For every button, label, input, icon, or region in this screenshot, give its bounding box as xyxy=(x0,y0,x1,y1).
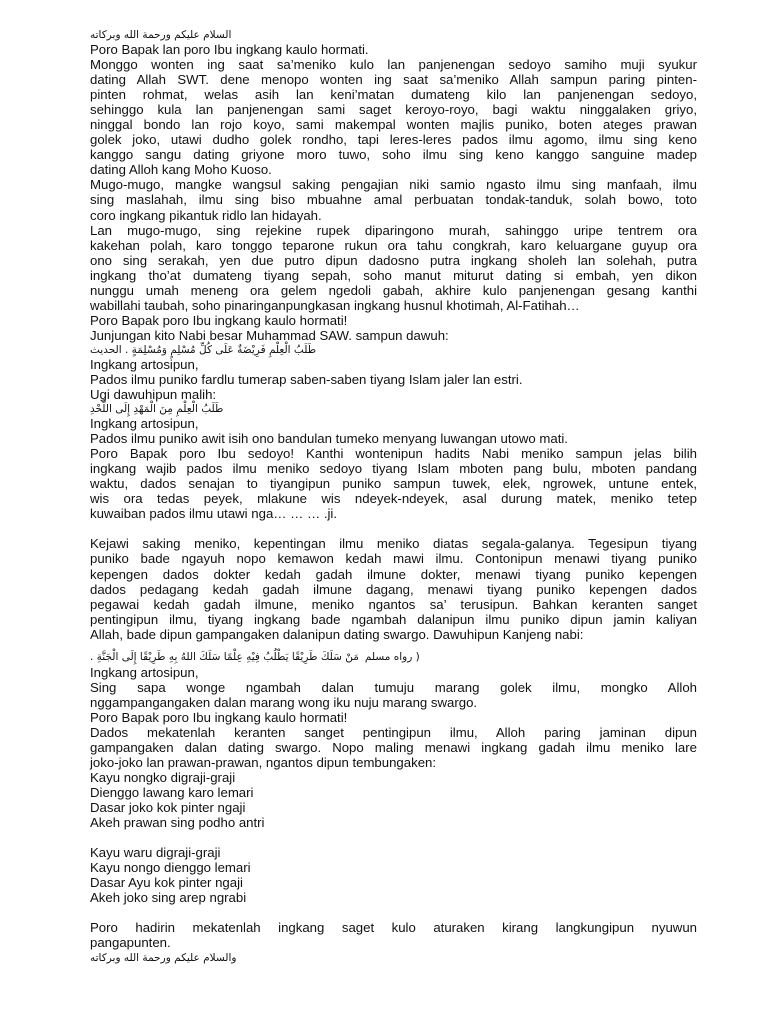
blank-line xyxy=(90,642,697,650)
speech-document xyxy=(90,28,697,965)
hadith-arabic-1: طَلَبُ الْعِلْمِ فَرِيْضَةٌ عَلَى كُلِّ مُسْلِمٍ وَمُسْلِمَةٍ . الحديث xyxy=(90,343,317,356)
text-line: wis ora tedas peyek, mlakune wis ndeyek-ndeyek, asal durung matek, meniko tetep xyxy=(90,491,697,507)
text-line: waktu, dados senajan to tiyangipun puniko sampun tuwek, elek, ngrowek, untune entek, xyxy=(90,476,697,492)
text-line: joko-joko lan prawan-prawan, ngantos dipun tembungaken: xyxy=(90,755,437,771)
text-line: Pados ilmu puniko awit isih ono bandulan tumeko menyang luwangan utowo mati. xyxy=(90,431,568,447)
poem-line: Kayu nongo dienggo lemari xyxy=(90,860,251,876)
poem-line: Akeh prawan sing podho antri xyxy=(90,815,265,831)
text-line: gampangaken dalan dating swargo. Nopo maling menawi ingkang gadah ilmu meniko lare xyxy=(90,739,697,755)
text-line: dating Allah SWT. dene menopo wonten ing saat sa’meniko Allah sampun paring pinten- xyxy=(90,72,697,88)
text-line: pegawai kedah gadah ilmune, meniko ngantos sa’ terusipun. Bahkan keranten sanget xyxy=(90,596,697,612)
text-line: nunggu umah meneng ora gelem ngedoli gabah, akhire kulo panjenengan gesang kanthi xyxy=(90,282,697,298)
text-line: pinten rohmat, welas asih lan keni’matan dumateng kilo lan panjenengan sedoyo, xyxy=(90,87,697,103)
text-line: sehinggo kula lan panjenengan sami saget keroyo-royo, bagi waktu ninggalaken griyo, xyxy=(90,102,697,118)
blank-line xyxy=(90,905,697,920)
text-line: nggampangangaken dalan marang wong iku nuju marang swargo. xyxy=(90,694,478,710)
text-line: kakehan polah, karo tonggo teparone rukun ora tahu congkrah, karo keluargane guyup ora xyxy=(90,237,697,253)
text-line: coro ingkang pikantuk ridlo lan hidayah. xyxy=(90,207,322,223)
poem-line: Kayu nongko digraji-graji xyxy=(90,770,236,786)
text-line: sing maslahah, ilmu sing biso mbuahne amal perbuatan tondak-tanduk, solah bowo, toto xyxy=(90,192,697,208)
text-line: ninggal bondo lan rojo koyo, sami makempal wonten majlis puniko, boten ateges prawan xyxy=(90,117,697,133)
text-line: Poro Bapak poro Ibu ingkang kaulo hormati! xyxy=(90,312,348,328)
poem-line: Kayu waru digraji-graji xyxy=(90,845,221,861)
text-line: Kejawi saking meniko, kepentingan ilmu meniko diatas segala-galanya. Tegesipun tiyang xyxy=(90,536,697,552)
text-line: ingkang wajib pados ilmu meniko sedoyo tiyang Islam mboten pang bulu, mboten pandang xyxy=(90,461,697,477)
text-line: Ingkang artosipun, xyxy=(90,356,199,372)
text-line: kepengen dados dokter kedah gadah ilmune dokter, menawi tiyang puniko kepengen xyxy=(90,566,697,582)
hadith-arabic-2: طَلَبُ الْعِلْمِ مِنَ الْمَهْدِ إِلَى اللَّحْدِ xyxy=(90,403,224,416)
text-line: Poro Bapak lan poro Ibu ingkang kaulo hormati. xyxy=(90,42,369,57)
text-line: Sing sapa wonge ngambah dalan tumuju marang golek ilmu, mongko Alloh xyxy=(90,679,697,695)
blank-line xyxy=(90,521,697,536)
hadith-arabic-3 xyxy=(90,650,697,665)
text-line: Pados ilmu puniko fardlu tumerap saben-saben tiyang Islam jaler lan estri. xyxy=(90,371,523,387)
text-line: Poro hadirin mekatenlah ingkang saget kulo aturaken kirang langkungipun nyuwun xyxy=(90,920,697,936)
text-line: wabillahi taubah, soho pinaringanpungkasan ingkang husnul khotimah, Al-Fatihah… xyxy=(90,297,580,313)
text-line: Monggo wonten ing saat sa’meniko kulo lan panjenengan sedoyo samiho muji syukur xyxy=(90,57,697,73)
text-line: ingkang tho’at dumateng tiyang sepah, soho manut miturut dating si embah, yen dikon xyxy=(90,267,697,283)
poem-line: Akeh joko sing arep ngrabi xyxy=(90,890,247,906)
text-line: golek joko, utawi dudho golek rondho, tapi leres-leres pados ilmu agomo, ilmu sing keno xyxy=(90,132,697,148)
hadith-arabic-3-text: مَنْ سَلَكَ طَرِيْقًا يَطْلُبُ فِيْهِ عِلْمًا سَلَكَ اللهُ بِهِ طَرِيْقًا إِلَى الْجَنَّةِ . xyxy=(90,650,359,663)
poem-line: Dasar joko kok pinter ngaji xyxy=(90,800,246,816)
text-line: kuwaiban pados ilmu utawi nga… … … .ji. xyxy=(90,506,338,522)
text-line: Allah, bade dipun gampangaken dalanipun dating swargo. Dawuhipun Kanjeng nabi: xyxy=(90,626,584,642)
text-line: pentingipun ilmu, tiyang ingkang bade ngambah dalanipun ilmu puniko dipun jamin kaliyan xyxy=(90,611,697,627)
text-line: dados pedagang kedah gadah ilmune dagang, menawi tiyang puniko kepengen dados xyxy=(90,581,697,597)
text-line: puniko bade ngayuh nopo kemawon kedah mawi ilmu. Contonipun menawi tiyang puniko xyxy=(90,551,697,567)
text-line: pangapunten. xyxy=(90,935,171,951)
text-line: kanggo sangu dating griyone moro tuwo, soho ilmu sing keno kanggo sanguine madep xyxy=(90,147,697,163)
text-line: Ingkang artosipun, xyxy=(90,416,199,432)
salam-opening: السلام عليكم ورحمة الله وبركاته xyxy=(90,29,232,41)
salam-closing: والسلام عليكم ورحمة الله وبركاته xyxy=(90,951,237,964)
text-line: Ingkang artosipun, xyxy=(90,664,199,680)
text-line: Mugo-mugo, mangke wangsul saking pengajian niki samio ngasto ilmu sing manfaah, ilmu xyxy=(90,177,697,193)
hadith-source: ( رواه مسلم xyxy=(364,650,420,663)
text-line: dating Alloh kang Moho Kuoso. xyxy=(90,162,272,178)
text-line: Dados mekatenlah keranten sanget pentingipun ilmu, Alloh paring jaminan dipun xyxy=(90,724,697,740)
text-line: Ugi dawuhipun malih: xyxy=(90,387,217,403)
text-line: Lan mugo-mugo, sing rejekine rupek diparingono murah, sahinggo uripe tentrem ora xyxy=(90,222,697,238)
text-line: Poro Bapak poro Ibu sedoyo! Kanthi wontenipun hadits Nabi meniko sampun jelas bilih xyxy=(90,446,697,462)
blank-line xyxy=(90,830,697,845)
text-line: Junjungan kito Nabi besar Muhammad SAW. sampun dawuh: xyxy=(90,327,449,343)
poem-line: Dasar Ayu kok pinter ngaji xyxy=(90,875,243,891)
poem-line: Dienggo lawang karo lemari xyxy=(90,785,254,801)
text-line: ono sing serakah, yen due putro dipun dadosno putra ingkang sholeh lan solehah, putra xyxy=(90,252,697,268)
text-line: Poro Bapak poro Ibu ingkang kaulo hormati! xyxy=(90,709,348,725)
